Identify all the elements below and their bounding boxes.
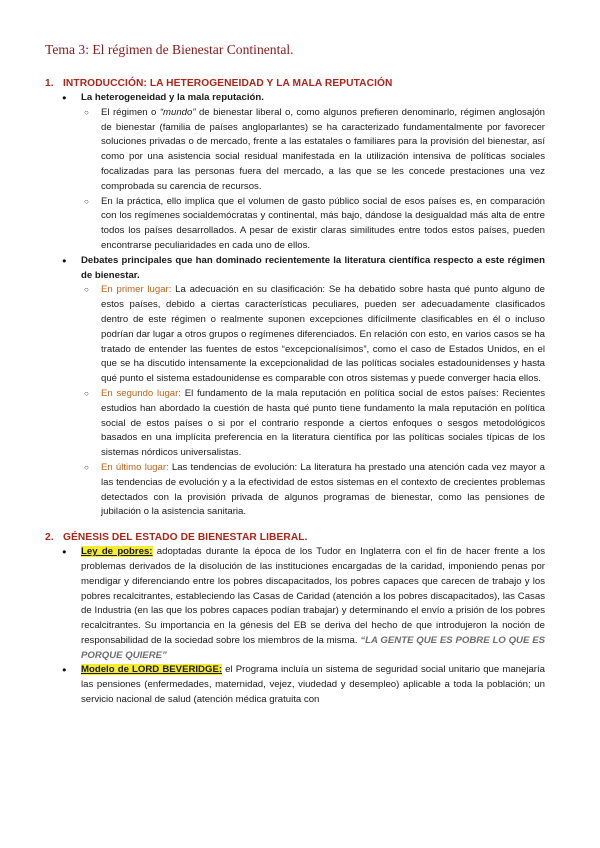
bullet-paragraph (81, 545, 545, 663)
quote-text: “LA GENTE QUE ES POBRE LO QUE ES PORQUE QUIERE” (81, 634, 545, 661)
section-2-bullet-list (45, 545, 545, 708)
list-item (45, 106, 545, 195)
list-item (45, 283, 545, 387)
list-item (45, 254, 545, 520)
list-item (45, 545, 545, 663)
section-2-title: GÉNESIS DEL ESTADO DE BIENESTAR LIBERAL. (63, 532, 308, 544)
sub-list (81, 106, 545, 254)
bullet-heading: ● Debates principales que han dominado recientemente la literatura científica respecto a este régimen de bienestar. (81, 254, 545, 281)
paragraph-text: el Programa incluía un sistema de seguridad social unitario que manejaría las pensiones (enfermedades, maternidad, vejez, viudedad y desempleo) aplicable a toda la población; un servicio nacional de salud (atención médica gratuita con (81, 664, 545, 706)
italic-term: “mundo” (159, 106, 196, 118)
section-1-title: INTRODUCCIÓN: LA HETEROGENEIDAD Y LA MALA REPUTACIÓN (63, 78, 393, 89)
bullet-paragraph (81, 663, 545, 707)
list-item (45, 461, 545, 520)
highlighted-term: Ley de pobres: (81, 546, 153, 558)
list-item (45, 195, 545, 254)
list-item (45, 387, 545, 461)
paragraph-text: En la práctica, ello implica que el volumen de gasto público social de esos países es, en comparación con los regímenes socialdemócratas y continental, más bajo, dándose la desigualdad más alta de entre todos los países desarrollados. A pesar de existir claras similitudes entre todos estos países, pueden encontrarse peculiaridades en cada uno de ellos. (101, 195, 545, 251)
paragraph-text: La adecuación en su clasificación: Se ha debatido sobre hasta qué punto alguno de estos países, debido a ciertas características peculiares, pueden ser adecuadamente clasificados dentro de este régimen o realmente suponen excepciones difícilmente clasificables en él o incluso podrían dar lugar a otros grupos o regímenes diferenciados. En relación con esto, en varios casos se ha tratado de entender las fuentes de estos “excepcionalísimos”, como el caso de Estados Unidos, en el que se ha discutido intensamente la excepcionalidad de las políticas sociales estadounidenses y hasta qué punto el sistema estadounidense es comparable con otros sistemas y puede converger hacia ellos. (101, 284, 546, 385)
paragraph-text: Las tendencias de evolución: La literatura ha prestado una atención cada vez mayor a las tendencias de evolución y a la efectividad de estos sistemas en el contexto de crecientes problemas detectados con la provisión privada de algunos programas de bienestar, como las pensiones de jubilación o la asistencia sanitaria. (101, 461, 545, 518)
section-2-number: 2. (45, 532, 54, 544)
paragraph-text: de bienestar liberal o, como algunos prefieren denominarlo, régimen anglosajón de bienestar (familia de países angloparlantes) se ha caracterizado fundamentalmente por favorecer soluciones privadas o de mercado, frente a las estatales o familiares para la provisión del bienestar, así como por una asistencia social residual manifestada en la utilización intensiva de políticas sociales focalizadas para las personas fuera del mercado, a las que se les concede prestaciones una vez comprobada su carencia de recursos. (101, 106, 545, 192)
list-item (45, 663, 545, 707)
paragraph-text: El régimen o (101, 106, 160, 118)
section-1-number: 1. (45, 78, 54, 89)
point-label: En segundo lugar: (101, 387, 181, 399)
list-item (45, 91, 545, 254)
highlighted-term: Modelo de LORD BEVERIDGE: (81, 664, 223, 676)
point-label: En último lugar: (101, 461, 169, 473)
sub-list (81, 283, 545, 520)
section-1-heading (45, 78, 545, 89)
point-label: En primer lugar: (101, 284, 172, 296)
bullet-heading: ● La heterogeneidad y la mala reputación. (81, 92, 264, 103)
paragraph-text: El fundamento de la mala reputación en política social de estos países: Recientes estudios han abordado la cuestión de hasta qué punto tiene fundamento la mala reputación en política social de estos países o si por el contrario responde a ciertos enfoques o sesgos metodológicos basados en una implícita preferencia en la literatura científica por las políticas sociales típicas de los sistemas nórdicos universalistas. (101, 387, 545, 459)
paragraph-text: adoptadas durante la época de los Tudor en Inglaterra con el fin de hacer frente a los problemas derivados de la disolución de las instituciones encargadas de la caridad, imponiendo penas por mendigar y diferenciando entre los pobres discapacitados, los pobres capaces que carecen de trabajo y los pobres recalcitrantes, estableciendo las Casas de Caridad (atención a los pobres discapacitados), las Casas de Industria (en las que los pobres capaces podían trabajar) y determinando el envío a prisión de los pobres recalcitrantes. Su importancia en la génesis del EB se deriva del hecho de que introdujeron la noción de responsabilidad de la sociedad sobre los miembros de la misma. (81, 546, 545, 646)
section-2-heading (45, 532, 545, 543)
document-title: Tema 3: El régimen de Bienestar Continental. (45, 42, 294, 57)
section-1-bullet-list (45, 91, 545, 520)
